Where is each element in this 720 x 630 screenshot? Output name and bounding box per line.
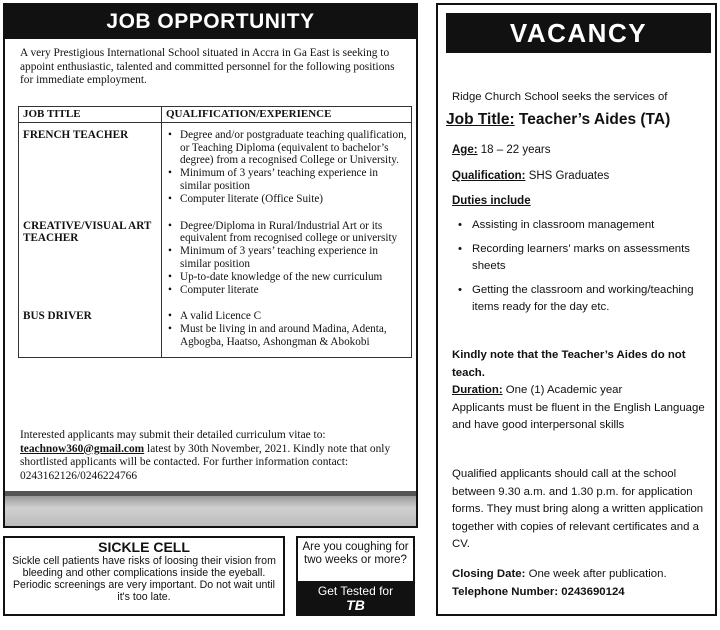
list-item: • Must be living in and around Madina, Adenta, Agbogba, Haatso, Ashongman & Abokobi [166,323,407,349]
duration-value: One (1) Academic year [505,384,623,396]
closing-date-line [452,566,710,584]
list-item: • Computer literate (Office Suite) [166,193,407,206]
closing-date-label: Closing Date: [452,568,526,580]
fluency-text: Applicants must be fluent in the English Language and have good interpersonal skills [452,401,705,431]
qualification-line [452,170,609,182]
job-title-label: Job Title: [446,111,515,128]
telephone-line [452,584,710,602]
qualification-cell [162,122,412,213]
sickle-cell-title: SICKLE CELL [98,539,190,555]
list-item: • Up-to-date knowledge of the new curriculum [166,271,407,284]
email-link[interactable]: teachnow360@gmail.com [20,442,145,455]
duties-list [456,217,708,323]
list-item: • Getting the classroom and working/teaching items ready for the day etc. [456,282,708,317]
tb-notice [296,536,415,616]
tb-cta: Get Tested for [317,584,394,598]
terms-block [452,347,710,435]
list-item: • Recording learners’ marks on assessments sheets [456,241,708,276]
vacancy-header: VACANCY [446,13,711,53]
column-header-qualification: QUALIFICATION/EXPERIENCE [162,107,412,123]
contact-intro: Interested applicants may submit their detailed curriculum vitae to: [20,429,326,441]
table-header-row [19,107,412,123]
table-row [19,214,412,305]
no-teaching-note: Kindly note that the Teacher’s Aides do not teach. [452,349,686,379]
duration-line [452,382,710,400]
contact-details: latest by 30th November, 2021. Kindly note that only shortlisted applicants will be contacted. For further information contact: 0243162126/0246224766 [20,442,391,482]
list-item: • Minimum of 3 years’ teaching experience in similar position [166,245,407,271]
list-item: • Computer literate [166,284,407,297]
job-title-value: Teacher’s Aides (TA) [518,111,671,128]
job-title-art-teacher: CREATIVE/VISUAL ART TEACHER [19,214,162,305]
positions-table [18,106,412,358]
qualification-cell [162,304,412,357]
application-contact-text [20,429,412,483]
list-item: • Assisting in classroom management [456,217,708,235]
tb-question: Are you coughing for two weeks or more? [302,541,409,566]
duration-label: Duration: [452,384,503,396]
qualification-label: Qualification: [452,170,526,182]
list-item: • Degree/Diploma in Rural/Industrial Art or its equivalent from recognised college or university [166,220,407,246]
list-item: • Degree and/or postgraduate teaching qualification, or Teaching Diploma (equivalent to bachelor’s degree) from a recognised College or University. [166,129,407,167]
job-opportunity-header: JOB OPPORTUNITY [5,5,416,39]
telephone-value[interactable]: 0243690124 [561,585,625,598]
list-item: • A valid Licence C [166,310,407,323]
job-title-bus-driver: BUS DRIVER [19,304,162,357]
job-opportunity-ad [3,3,418,528]
footer-bar [5,496,416,526]
vacancy-ad [436,3,717,616]
column-header-job-title: JOB TITLE [19,107,162,123]
job-title-french-teacher: FRENCH TEACHER [19,122,162,213]
sickle-cell-text: Sickle cell patients have risks of loosing their vision from bleeding and other complications inside the eyeball. Periodic screenings are very important. Do not wait until it's too late. [12,555,276,603]
application-instructions: Qualified applicants should call at the school between 9.30 a.m. and 1.30 p.m. for application forms. They must bring along a written application together with copies of relevant certificates and a CV. [452,468,704,550]
telephone-label: Telephone Number: [452,585,559,598]
age-value: 18 – 22 years [480,144,551,156]
qualification-cell [162,214,412,305]
closing-block [452,566,710,601]
duties-heading: Duties include [452,195,531,207]
age-label: Age: [452,144,478,156]
table-row [19,304,412,357]
sickle-cell-notice [3,536,285,616]
school-seeks-text: Ridge Church School seeks the services of [452,91,668,103]
job-intro-text: A very Prestigious International School situated in Accra in Ga East is seeking to appoint enthusiastic, talented and committed personnel for the following positions for immediate employment. [20,47,395,86]
list-item: • Minimum of 3 years’ teaching experience in similar position [166,167,407,193]
table-row [19,122,412,213]
qualification-value: SHS Graduates [528,170,610,182]
job-title-line [446,111,670,129]
age-line [452,144,550,156]
tb-word: TB [346,597,365,613]
closing-date-value: One week after publication. [528,568,667,580]
tb-banner [298,581,413,614]
